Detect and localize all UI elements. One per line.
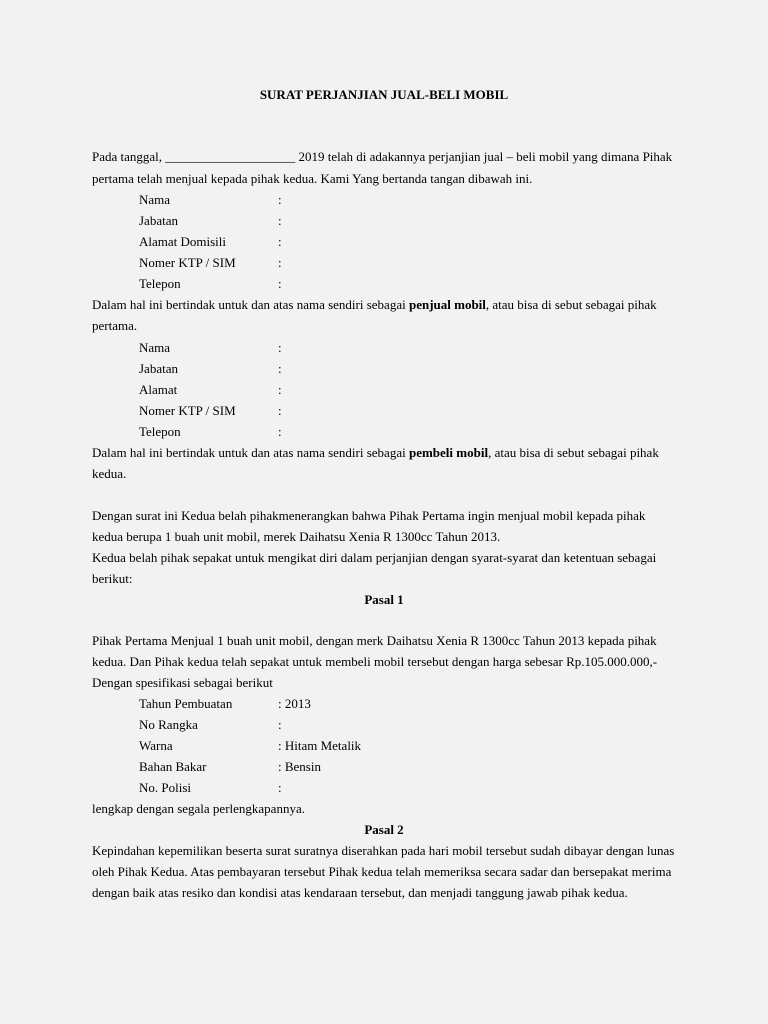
party1-field-label: Alamat Domisili: [139, 234, 227, 249]
spec-value: :: [278, 780, 282, 795]
party2-field-value: :: [278, 403, 282, 418]
agreement-line: berikut:: [92, 571, 133, 586]
pasal2-line: Kepindahan kepemilikan beserta surat suratnya diserahkan pada hari mobil tersebut sudah dibayar dengan lunas: [92, 843, 675, 858]
agreement-line: Kedua belah pihak sepakat untuk mengikat diri dalam perjanjian dengan syarat-syarat dan ketentuan sebagai: [92, 550, 657, 565]
document-title: SURAT PERJANJIAN JUAL-BELI MOBIL: [259, 87, 509, 102]
spec-label: Bahan Bakar: [139, 759, 207, 774]
party2-field-label: Jabatan: [139, 361, 178, 376]
party1-field-value: :: [278, 255, 282, 270]
pasal2-heading: Pasal 2: [364, 822, 404, 837]
intro-line: pertama telah menjual kepada pihak kedua. Kami Yang bertanda tangan dibawah ini.: [92, 171, 533, 186]
party1-statement-line2: pertama.: [92, 318, 138, 333]
pasal1-closing: lengkap dengan segala perlengkapannya.: [92, 801, 305, 816]
party2-statement-line2: kedua.: [92, 466, 127, 481]
party1-field-label: Jabatan: [139, 213, 178, 228]
spec-value: : 2013: [278, 696, 311, 711]
agreement-line: kedua berupa 1 buah unit mobil, merek Daihatsu Xenia R 1300cc Tahun 2013.: [92, 529, 501, 544]
party2-field-value: :: [278, 424, 282, 439]
pasal2-line: dengan baik atas resiko dan kondisi atas kendaraan tersebut, dan menjadi tanggung jawab pihak kedua.: [92, 885, 628, 900]
agreement-line: Dengan surat ini Kedua belah pihakmenerangkan bahwa Pihak Pertama ingin menjual mobil kepada pihak: [92, 508, 646, 523]
spec-label: No Rangka: [139, 717, 198, 732]
spec-value: : Bensin: [278, 759, 321, 774]
pasal2-line: oleh Pihak Kedua. Atas pembayaran tersebut Pihak kedua telah memeriksa secara sadar dan bersepakat merima: [92, 864, 672, 879]
intro-line: Pada tanggal, ____________________ 2019 telah di adakannya perjanjian jual – beli mobil yang dimana Pihak: [92, 149, 673, 164]
party2-field-value: :: [278, 382, 282, 397]
party2-statement: Dalam hal ini bertindak untuk dan atas nama sendiri sebagai pembeli mobil, atau bisa di sebut sebagai pihak: [92, 445, 659, 460]
spec-value: : Hitam Metalik: [278, 738, 362, 753]
party1-field-value: :: [278, 276, 282, 291]
party1-statement: Dalam hal ini bertindak untuk dan atas nama sendiri sebagai penjual mobil, atau bisa di sebut sebagai pihak: [92, 297, 657, 312]
spec-label: Tahun Pembuatan: [139, 696, 233, 711]
pasal1-heading: Pasal 1: [364, 592, 404, 607]
party1-field-label: Nomer KTP / SIM: [139, 255, 236, 270]
party2-field-value: :: [278, 361, 282, 376]
party1-field-label: Telepon: [139, 276, 181, 291]
spec-label: Warna: [139, 738, 173, 753]
pasal1-line: Pihak Pertama Menjual 1 buah unit mobil, dengan merk Daihatsu Xenia R 1300cc Tahun 2013 kepada pihak: [92, 633, 657, 648]
party2-field-label: Nomer KTP / SIM: [139, 403, 236, 418]
party1-field-value: :: [278, 234, 282, 249]
spec-label: No. Polisi: [139, 780, 192, 795]
pasal1-line: kedua. Dan Pihak kedua telah sepakat untuk membeli mobil tersebut dengan harga sebesar Rp.105.000.000,-: [92, 654, 658, 669]
spec-value: :: [278, 717, 282, 732]
party2-field-value: :: [278, 340, 282, 355]
pasal1-line: Dengan spesifikasi sebagai berikut: [92, 675, 273, 690]
party2-field-label: Nama: [139, 340, 171, 355]
party1-field-label: Nama: [139, 192, 171, 207]
party1-field-value: :: [278, 213, 282, 228]
party2-field-label: Telepon: [139, 424, 181, 439]
party2-field-label: Alamat: [139, 382, 178, 397]
party1-field-value: :: [278, 192, 282, 207]
